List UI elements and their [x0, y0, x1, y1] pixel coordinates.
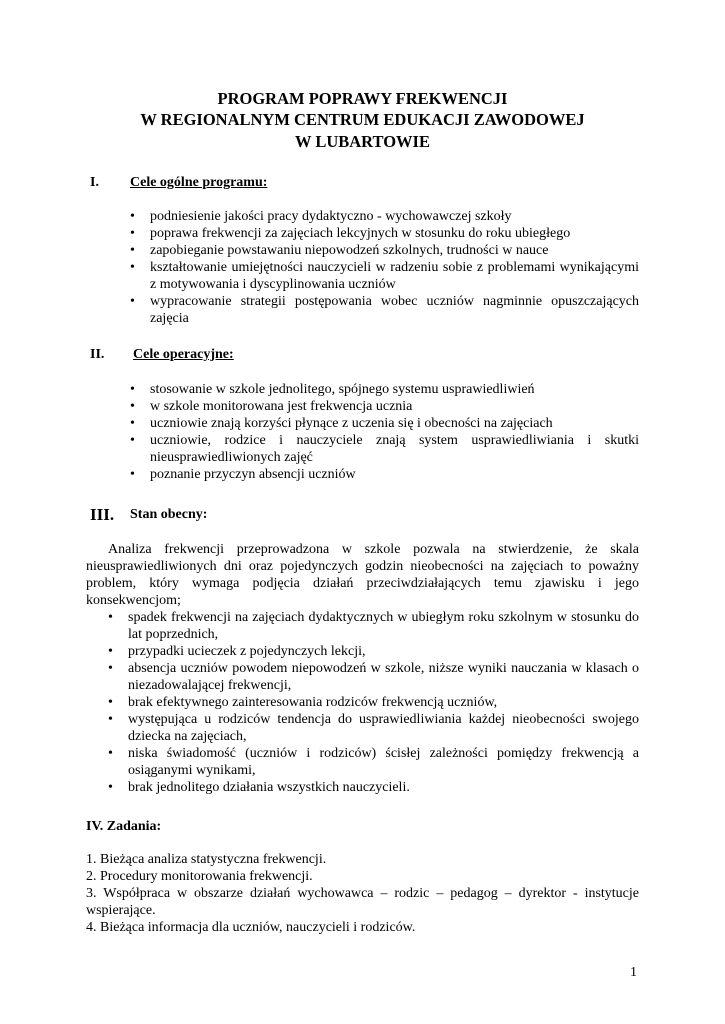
section-2-title: Cele operacyjne:: [133, 347, 234, 362]
list-item-text: uczniowie, rodzice i nauczyciele znają system usprawiedliwiania i skutki nieusprawiedliwionych zajęć: [150, 433, 639, 465]
list-item-text: przypadki ucieczek z pojedynczych lekcji,: [128, 644, 366, 659]
bullet-icon: •: [108, 780, 113, 795]
list-item-text: poprawa frekwencji za zajęciach lekcyjnych w stosunku do roku ubiegłego: [150, 226, 571, 241]
bullet-icon: •: [108, 610, 113, 625]
section-1-list: [128, 208, 639, 327]
bullet-icon: •: [130, 243, 135, 258]
list-item-text: spadek frekwencji na zajęciach dydaktycznych w ubiegłym roku szkolnym w stosunku do lat poprzednich,: [128, 610, 639, 642]
list-item-text: niska świadomość (uczniów i rodziców) ścisłej zależności pomiędzy frekwencją a osiąganymi wynikami,: [128, 746, 639, 778]
task-item: 4. Bieżąca informacja dla uczniów, nauczycieli i rodziców.: [86, 920, 416, 935]
bullet-icon: •: [130, 399, 135, 414]
list-item: [106, 660, 639, 694]
bullet-icon: •: [130, 294, 135, 309]
bullet-icon: •: [130, 226, 135, 241]
list-item: [106, 694, 639, 711]
list-item: [106, 711, 639, 745]
list-item-text: brak jednolitego działania wszystkich nauczycieli.: [128, 780, 410, 795]
list-item: [128, 398, 639, 415]
list-item: [128, 415, 639, 432]
list-item-text: zapobieganie powstawaniu niepowodzeń szkolnych, trudności w nauce: [150, 243, 549, 258]
list-item: [106, 779, 639, 796]
page-number: 1: [630, 965, 637, 980]
bullet-icon: •: [108, 644, 113, 659]
bullet-icon: •: [130, 416, 135, 431]
bullet-icon: •: [130, 433, 135, 448]
bullet-icon: •: [130, 382, 135, 397]
task-item: 2. Procedury monitorowania frekwencji.: [86, 869, 313, 884]
section-4-title: IV. Zadania:: [86, 819, 162, 834]
section-3-number: III.: [90, 505, 115, 524]
task-item: 1. Bieżąca analiza statystyczna frekwencji.: [86, 852, 327, 867]
section-1-title: Cele ogólne programu:: [130, 175, 268, 190]
list-item-text: podniesienie jakości pracy dydaktyczno - wychowawczej szkoły: [150, 209, 512, 224]
section-3-paragraph-text: Analiza frekwencji przeprowadzona w szkole pozwala na stwierdzenie, że skala nieusprawiedliwionych dni oraz pojedynczych godzin nieobecności na zajęciach to poważny problem, który wymaga podjęcia działań przeciwdziałających temu zjawisku i jego konsekwencjom;: [86, 542, 639, 608]
list-item: [106, 643, 639, 660]
title-line-1: PROGRAM POPRAWY FREKWENCJI: [217, 89, 508, 108]
task-item: 3. Współpraca w obszarze działań wychowawca – rodzic – pedagog – dyrektor - instytucje wspierające.: [86, 886, 639, 918]
list-item: [128, 466, 639, 483]
list-item: [128, 259, 639, 293]
list-item: [128, 242, 639, 259]
bullet-icon: •: [108, 746, 113, 761]
title-line-2: W REGIONALNYM CENTRUM EDUKACJI ZAWODOWEJ: [140, 110, 585, 129]
list-item-text: uczniowie znają korzyści płynące z uczenia się i obecności na zajęciach: [150, 416, 553, 431]
list-item-text: absencja uczniów powodem niepowodzeń w szkole, niższe wyniki nauczania w klasach o niezadowalającej frekwencji,: [128, 661, 639, 693]
list-item: [128, 432, 639, 466]
bullet-icon: •: [130, 467, 135, 482]
list-item-text: stosowanie w szkole jednolitego, spójnego systemu usprawiedliwień: [150, 382, 535, 397]
list-item: [128, 381, 639, 398]
list-item: [106, 609, 639, 643]
section-2-number: II.: [90, 347, 105, 362]
section-1-number: I.: [90, 175, 99, 190]
bullet-icon: •: [108, 712, 113, 727]
list-item-text: brak efektywnego zainteresowania rodziców frekwencją uczniów,: [128, 695, 498, 710]
bullet-icon: •: [108, 695, 113, 710]
list-item-text: występująca u rodziców tendencja do usprawiedliwiania każdej nieobecności swojego dziecka na zajęciach,: [128, 712, 639, 744]
bullet-icon: •: [130, 209, 135, 224]
section-2-list: [128, 381, 639, 483]
section-3-title: Stan obecny:: [130, 507, 208, 522]
section-3-list: [106, 609, 639, 796]
list-item-text: wypracowanie strategii postępowania wobec uczniów nagminnie opuszczających zajęcia: [150, 294, 639, 326]
list-item: [106, 745, 639, 779]
list-item: [128, 225, 639, 242]
list-item-text: kształtowanie umiejętności nauczycieli w radzeniu sobie z problemami wynikającymi z motywowania i dyscyplinowania uczniów: [150, 260, 639, 292]
section-3-paragraph: [86, 541, 639, 609]
bullet-icon: •: [108, 661, 113, 676]
title-line-3: W LUBARTOWIE: [295, 132, 430, 151]
list-item: [128, 208, 639, 225]
bullet-icon: •: [130, 260, 135, 275]
list-item-text: poznanie przyczyn absencji uczniów: [150, 467, 356, 482]
list-item: [128, 293, 639, 327]
list-item-text: w szkole monitorowana jest frekwencja ucznia: [150, 399, 413, 414]
